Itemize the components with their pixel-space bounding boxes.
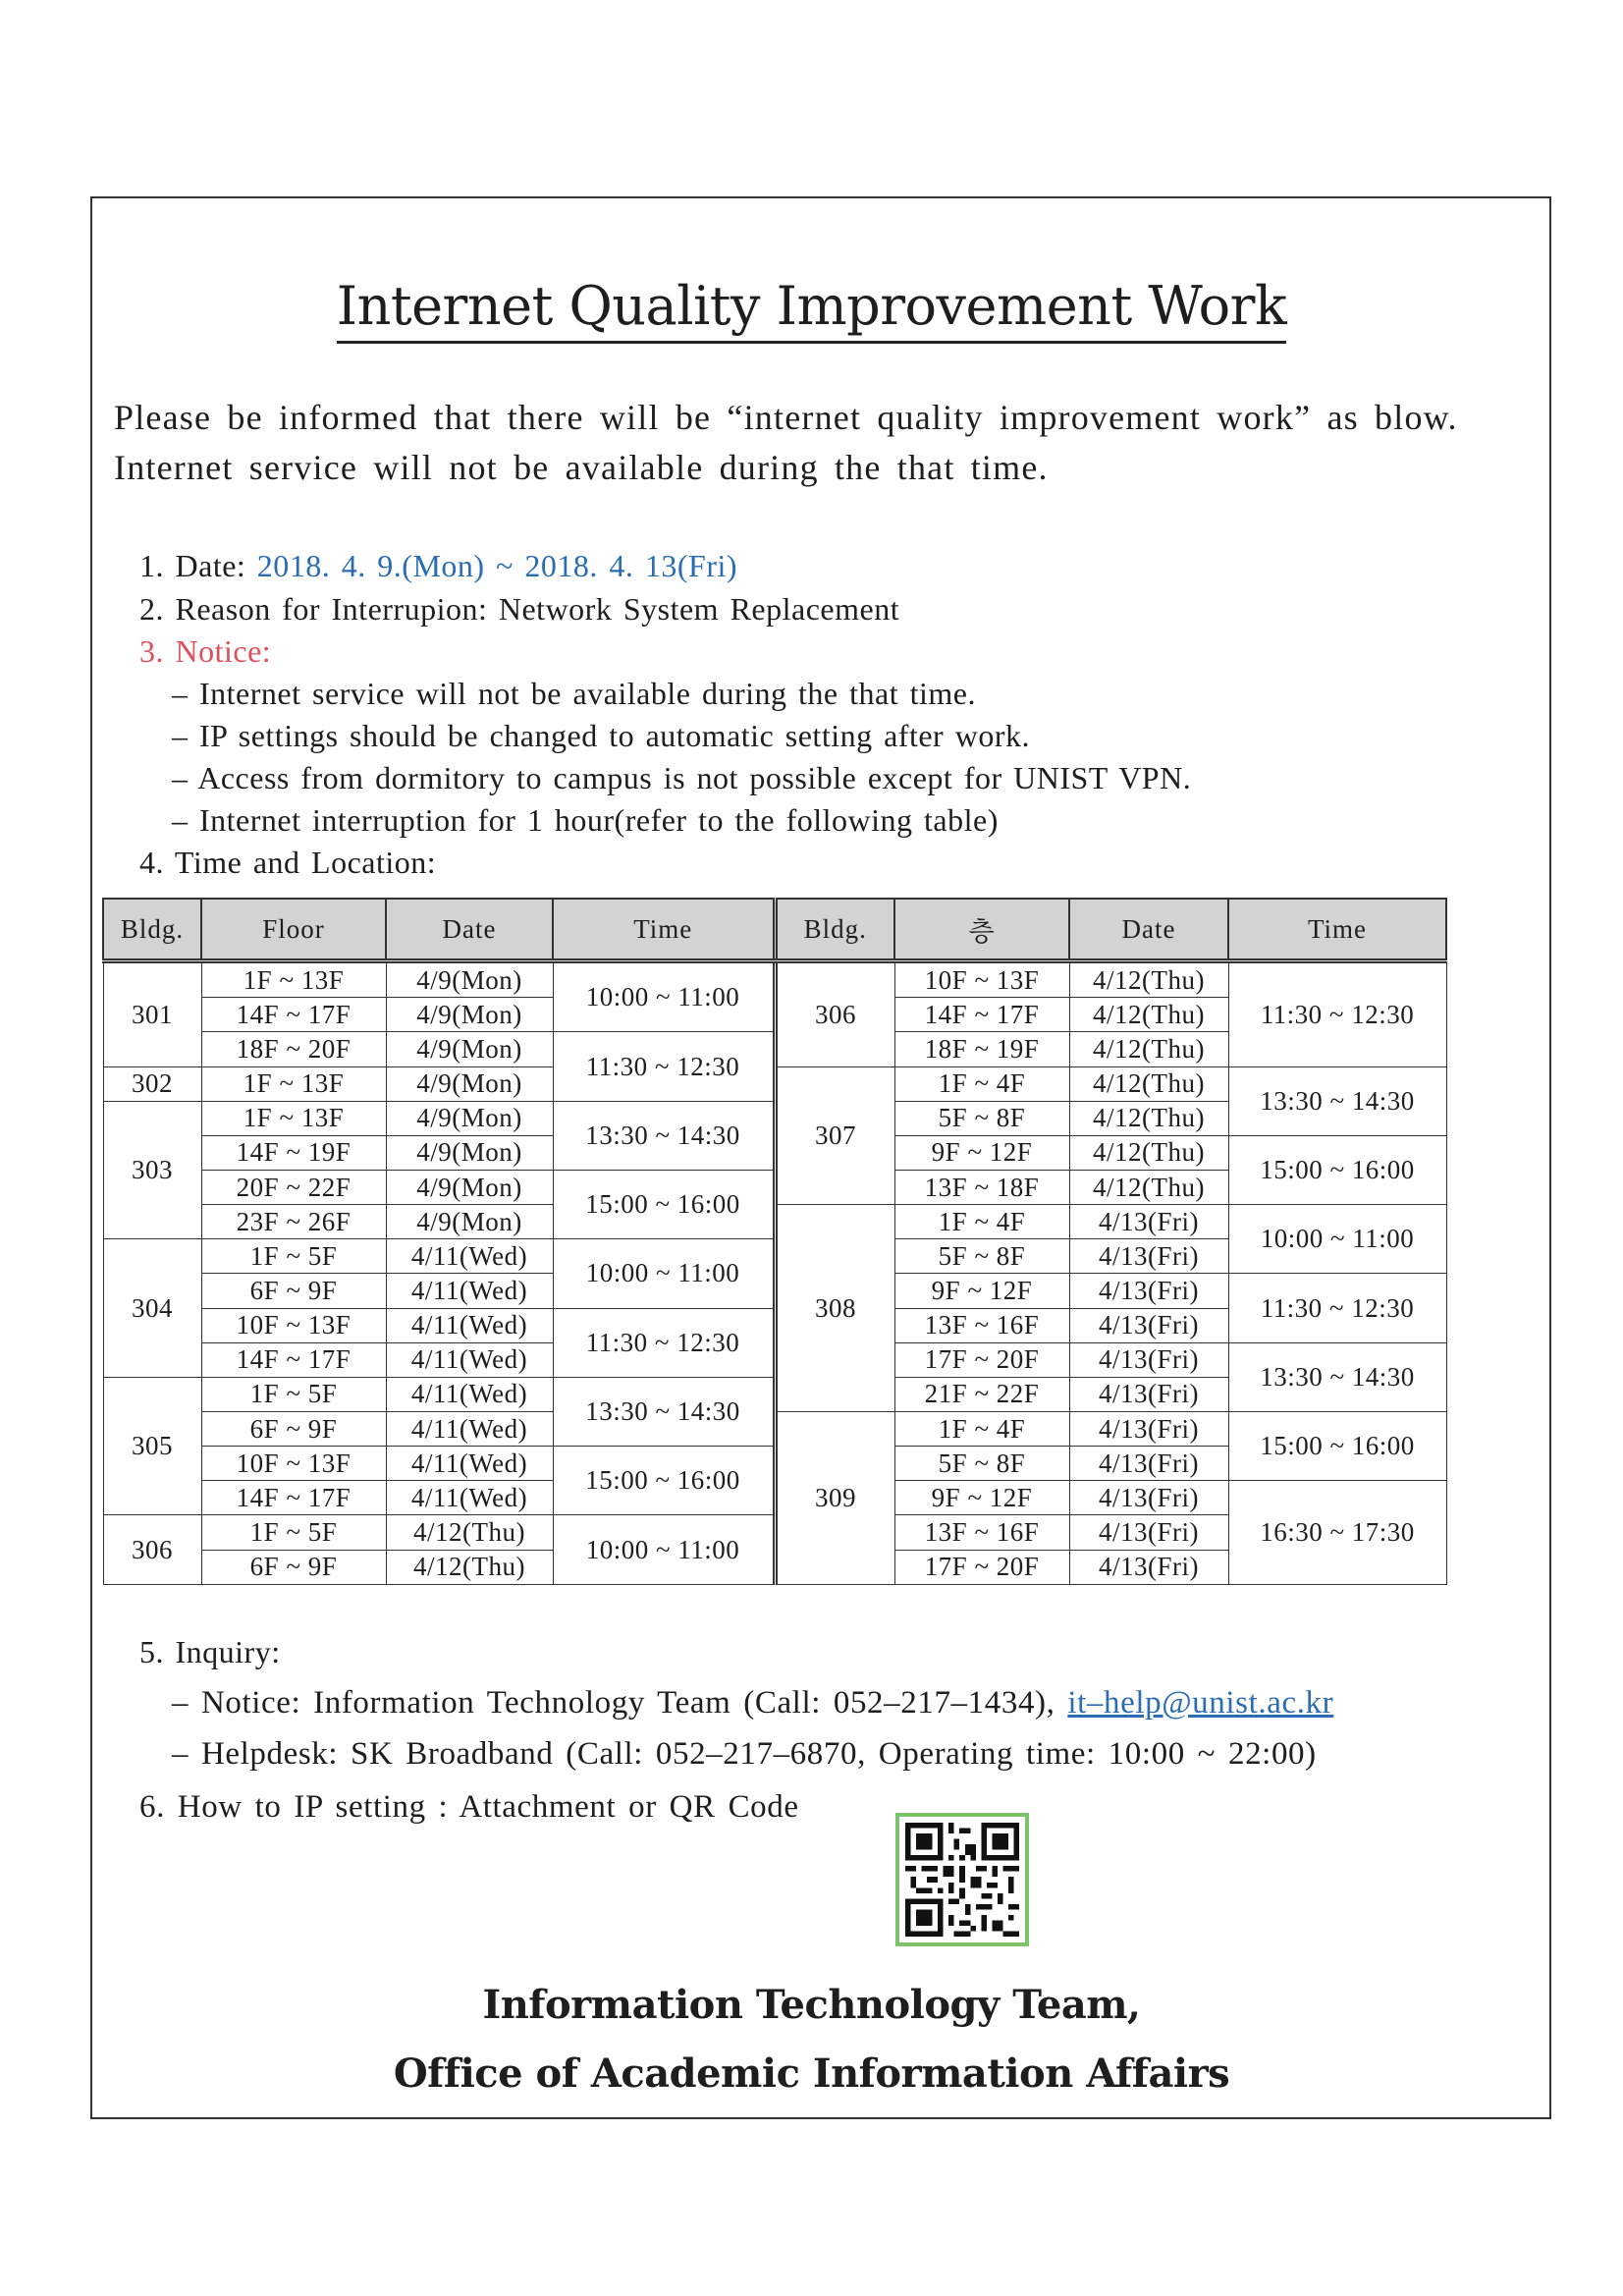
time-cell: 10:00 ~ 11:00 [553, 1515, 775, 1585]
date-cell: 4/13(Fri) [1069, 1205, 1228, 1239]
floor-cell: 1F ~ 4F [894, 1205, 1069, 1239]
date-cell: 4/11(Wed) [386, 1481, 553, 1515]
date-cell: 4/12(Thu) [386, 1515, 553, 1550]
floor-cell: 13F ~ 16F [894, 1308, 1069, 1342]
bldg-cell: 304 [103, 1239, 201, 1378]
floor-cell: 10F ~ 13F [894, 961, 1069, 998]
floor-cell: 5F ~ 8F [894, 1447, 1069, 1481]
table-row [103, 961, 1446, 998]
floor-cell: 1F ~ 5F [201, 1239, 386, 1274]
footer-office: Office of Academic Information Affairs [393, 2050, 1230, 2097]
date-cell: 4/11(Wed) [386, 1342, 553, 1377]
time-cell: 13:30 ~ 14:30 [1228, 1342, 1446, 1411]
floor-cell: 13F ~ 18F [894, 1171, 1069, 1205]
time-cell: 15:00 ~ 16:00 [553, 1171, 775, 1239]
floor-cell: 10F ~ 13F [201, 1447, 386, 1481]
time-location-label: 4. Time and Location: [139, 845, 437, 880]
time-cell: 10:00 ~ 11:00 [553, 1239, 775, 1308]
header-floor-korean: 층 [894, 899, 1069, 961]
bldg-cell: 306 [103, 1515, 201, 1585]
footer-team: Information Technology Team, [482, 1982, 1141, 2028]
date-cell: 4/9(Mon) [386, 1066, 553, 1101]
notice-line: – Access from dormitory to campus is not possible except for UNIST VPN. [172, 760, 1192, 795]
floor-cell: 14F ~ 17F [894, 998, 1069, 1032]
date-cell: 4/11(Wed) [386, 1239, 553, 1274]
floor-cell: 18F ~ 19F [894, 1032, 1069, 1066]
intro-line-2: Internet service will not be available during the that time. [114, 448, 1049, 487]
date-cell: 4/9(Mon) [386, 998, 553, 1032]
notice-line: – Internet interruption for 1 hour(refer to the following table) [172, 802, 999, 838]
date-cell: 4/9(Mon) [386, 1205, 553, 1239]
floor-cell: 6F ~ 9F [201, 1274, 386, 1308]
floor-cell: 6F ~ 9F [201, 1412, 386, 1447]
bldg-cell: 306 [775, 961, 894, 1067]
notice-line: – IP settings should be changed to automatic setting after work. [172, 718, 1030, 753]
qr-code[interactable] [895, 1813, 1029, 1946]
bldg-cell: 307 [775, 1066, 894, 1205]
qr-code-icon [905, 1823, 1019, 1937]
date-item [139, 548, 737, 584]
floor-cell: 14F ~ 17F [201, 1342, 386, 1377]
date-cell: 4/12(Thu) [1069, 1135, 1228, 1170]
floor-cell: 14F ~ 17F [201, 1481, 386, 1515]
time-cell: 15:00 ~ 16:00 [553, 1447, 775, 1515]
inquiry-notice-text: – Notice: Information Technology Team (Call: 052–217–1434), [172, 1685, 1055, 1721]
date-cell: 4/13(Fri) [1069, 1342, 1228, 1377]
time-cell: 10:00 ~ 11:00 [553, 961, 775, 1032]
floor-cell: 21F ~ 22F [894, 1377, 1069, 1411]
bldg-cell: 303 [103, 1101, 201, 1239]
date-cell: 4/13(Fri) [1069, 1550, 1228, 1584]
page-title: Internet Quality Improvement Work [0, 275, 1623, 337]
bldg-cell: 308 [775, 1205, 894, 1412]
date-cell: 4/13(Fri) [1069, 1412, 1228, 1447]
date-cell: 4/12(Thu) [1069, 998, 1228, 1032]
time-cell: 11:30 ~ 12:30 [1228, 961, 1446, 1067]
header-date: Date [1069, 899, 1228, 961]
floor-cell: 14F ~ 17F [201, 998, 386, 1032]
date-cell: 4/9(Mon) [386, 1135, 553, 1170]
floor-cell: 5F ~ 8F [894, 1101, 1069, 1135]
date-cell: 4/12(Thu) [1069, 1101, 1228, 1135]
date-cell: 4/13(Fri) [1069, 1377, 1228, 1411]
header-time: Time [1228, 899, 1446, 961]
floor-cell: 1F ~ 4F [894, 1066, 1069, 1101]
date-cell: 4/9(Mon) [386, 1101, 553, 1135]
date-cell: 4/11(Wed) [386, 1447, 553, 1481]
header-date: Date [386, 899, 553, 961]
floor-cell: 23F ~ 26F [201, 1205, 386, 1239]
table-row [103, 1412, 1446, 1447]
floor-cell: 20F ~ 22F [201, 1171, 386, 1205]
date-value: 2018. 4. 9.(Mon) ~ 2018. 4. 13(Fri) [256, 548, 738, 583]
header-floor: Floor [201, 899, 386, 961]
header-time: Time [553, 899, 775, 961]
time-cell: 13:30 ~ 14:30 [553, 1101, 775, 1170]
date-cell: 4/13(Fri) [1069, 1239, 1228, 1274]
time-cell: 11:30 ~ 12:30 [553, 1032, 775, 1101]
date-cell: 4/9(Mon) [386, 1171, 553, 1205]
table-row [103, 1205, 1446, 1239]
header-bldg: Bldg. [775, 899, 894, 961]
date-cell: 4/9(Mon) [386, 961, 553, 998]
date-cell: 4/12(Thu) [1069, 1066, 1228, 1101]
floor-cell: 1F ~ 5F [201, 1515, 386, 1550]
floor-cell: 1F ~ 5F [201, 1377, 386, 1411]
intro-line-1: Please be informed that there will be “internet quality improvement work” as blow. [114, 398, 1458, 437]
ip-setting-item: 6. How to IP setting : Attachment or QR Code [139, 1789, 799, 1825]
time-cell: 13:30 ~ 14:30 [553, 1377, 775, 1446]
table-row [103, 1066, 1446, 1101]
date-cell: 4/13(Fri) [1069, 1308, 1228, 1342]
date-cell: 4/11(Wed) [386, 1412, 553, 1447]
floor-cell: 10F ~ 13F [201, 1308, 386, 1342]
date-cell: 4/11(Wed) [386, 1274, 553, 1308]
floor-cell: 5F ~ 8F [894, 1239, 1069, 1274]
time-cell: 11:30 ~ 12:30 [553, 1308, 775, 1377]
time-cell: 13:30 ~ 14:30 [1228, 1066, 1446, 1135]
notice-line: – Internet service will not be available during the that time. [172, 676, 976, 711]
date-label: 1. Date: [139, 548, 246, 583]
time-cell: 16:30 ~ 17:30 [1228, 1481, 1446, 1585]
bldg-cell: 305 [103, 1377, 201, 1515]
table-header-row [103, 899, 1446, 961]
floor-cell: 1F ~ 13F [201, 1101, 386, 1135]
header-bldg: Bldg. [103, 899, 201, 961]
date-cell: 4/12(Thu) [386, 1550, 553, 1584]
floor-cell: 9F ~ 12F [894, 1135, 1069, 1170]
date-cell: 4/9(Mon) [386, 1032, 553, 1066]
date-cell: 4/13(Fri) [1069, 1274, 1228, 1308]
reason-item: 2. Reason for Interrupion: Network System Replacement [139, 591, 900, 627]
inquiry-helpdesk: – Helpdesk: SK Broadband (Call: 052–217–6870, Operating time: 10:00 ~ 22:00) [172, 1736, 1317, 1772]
date-cell: 4/13(Fri) [1069, 1481, 1228, 1515]
floor-cell: 6F ~ 9F [201, 1550, 386, 1584]
floor-cell: 1F ~ 4F [894, 1412, 1069, 1447]
floor-cell: 9F ~ 12F [894, 1481, 1069, 1515]
email-link[interactable]: it–help@unist.ac.kr [1067, 1685, 1334, 1721]
bldg-cell: 309 [775, 1412, 894, 1585]
floor-cell: 13F ~ 16F [894, 1515, 1069, 1550]
notice-label: 3. Notice: [139, 633, 272, 669]
floor-cell: 17F ~ 20F [894, 1550, 1069, 1584]
floor-cell: 17F ~ 20F [894, 1342, 1069, 1377]
date-cell: 4/12(Thu) [1069, 1171, 1228, 1205]
floor-cell: 18F ~ 20F [201, 1032, 386, 1066]
inquiry-notice [172, 1685, 1333, 1722]
floor-cell: 1F ~ 13F [201, 961, 386, 998]
time-cell: 15:00 ~ 16:00 [1228, 1412, 1446, 1481]
date-cell: 4/12(Thu) [1069, 961, 1228, 998]
date-cell: 4/13(Fri) [1069, 1447, 1228, 1481]
floor-cell: 9F ~ 12F [894, 1274, 1069, 1308]
bldg-cell: 302 [103, 1066, 201, 1101]
floor-cell: 14F ~ 19F [201, 1135, 386, 1170]
time-cell: 15:00 ~ 16:00 [1228, 1135, 1446, 1204]
inquiry-label: 5. Inquiry: [139, 1634, 281, 1669]
date-cell: 4/13(Fri) [1069, 1515, 1228, 1550]
bldg-cell: 301 [103, 961, 201, 1067]
schedule-table [102, 898, 1447, 1585]
date-cell: 4/12(Thu) [1069, 1032, 1228, 1066]
date-cell: 4/11(Wed) [386, 1308, 553, 1342]
time-cell: 11:30 ~ 12:30 [1228, 1274, 1446, 1342]
time-cell: 10:00 ~ 11:00 [1228, 1205, 1446, 1274]
floor-cell: 1F ~ 13F [201, 1066, 386, 1101]
date-cell: 4/11(Wed) [386, 1377, 553, 1411]
